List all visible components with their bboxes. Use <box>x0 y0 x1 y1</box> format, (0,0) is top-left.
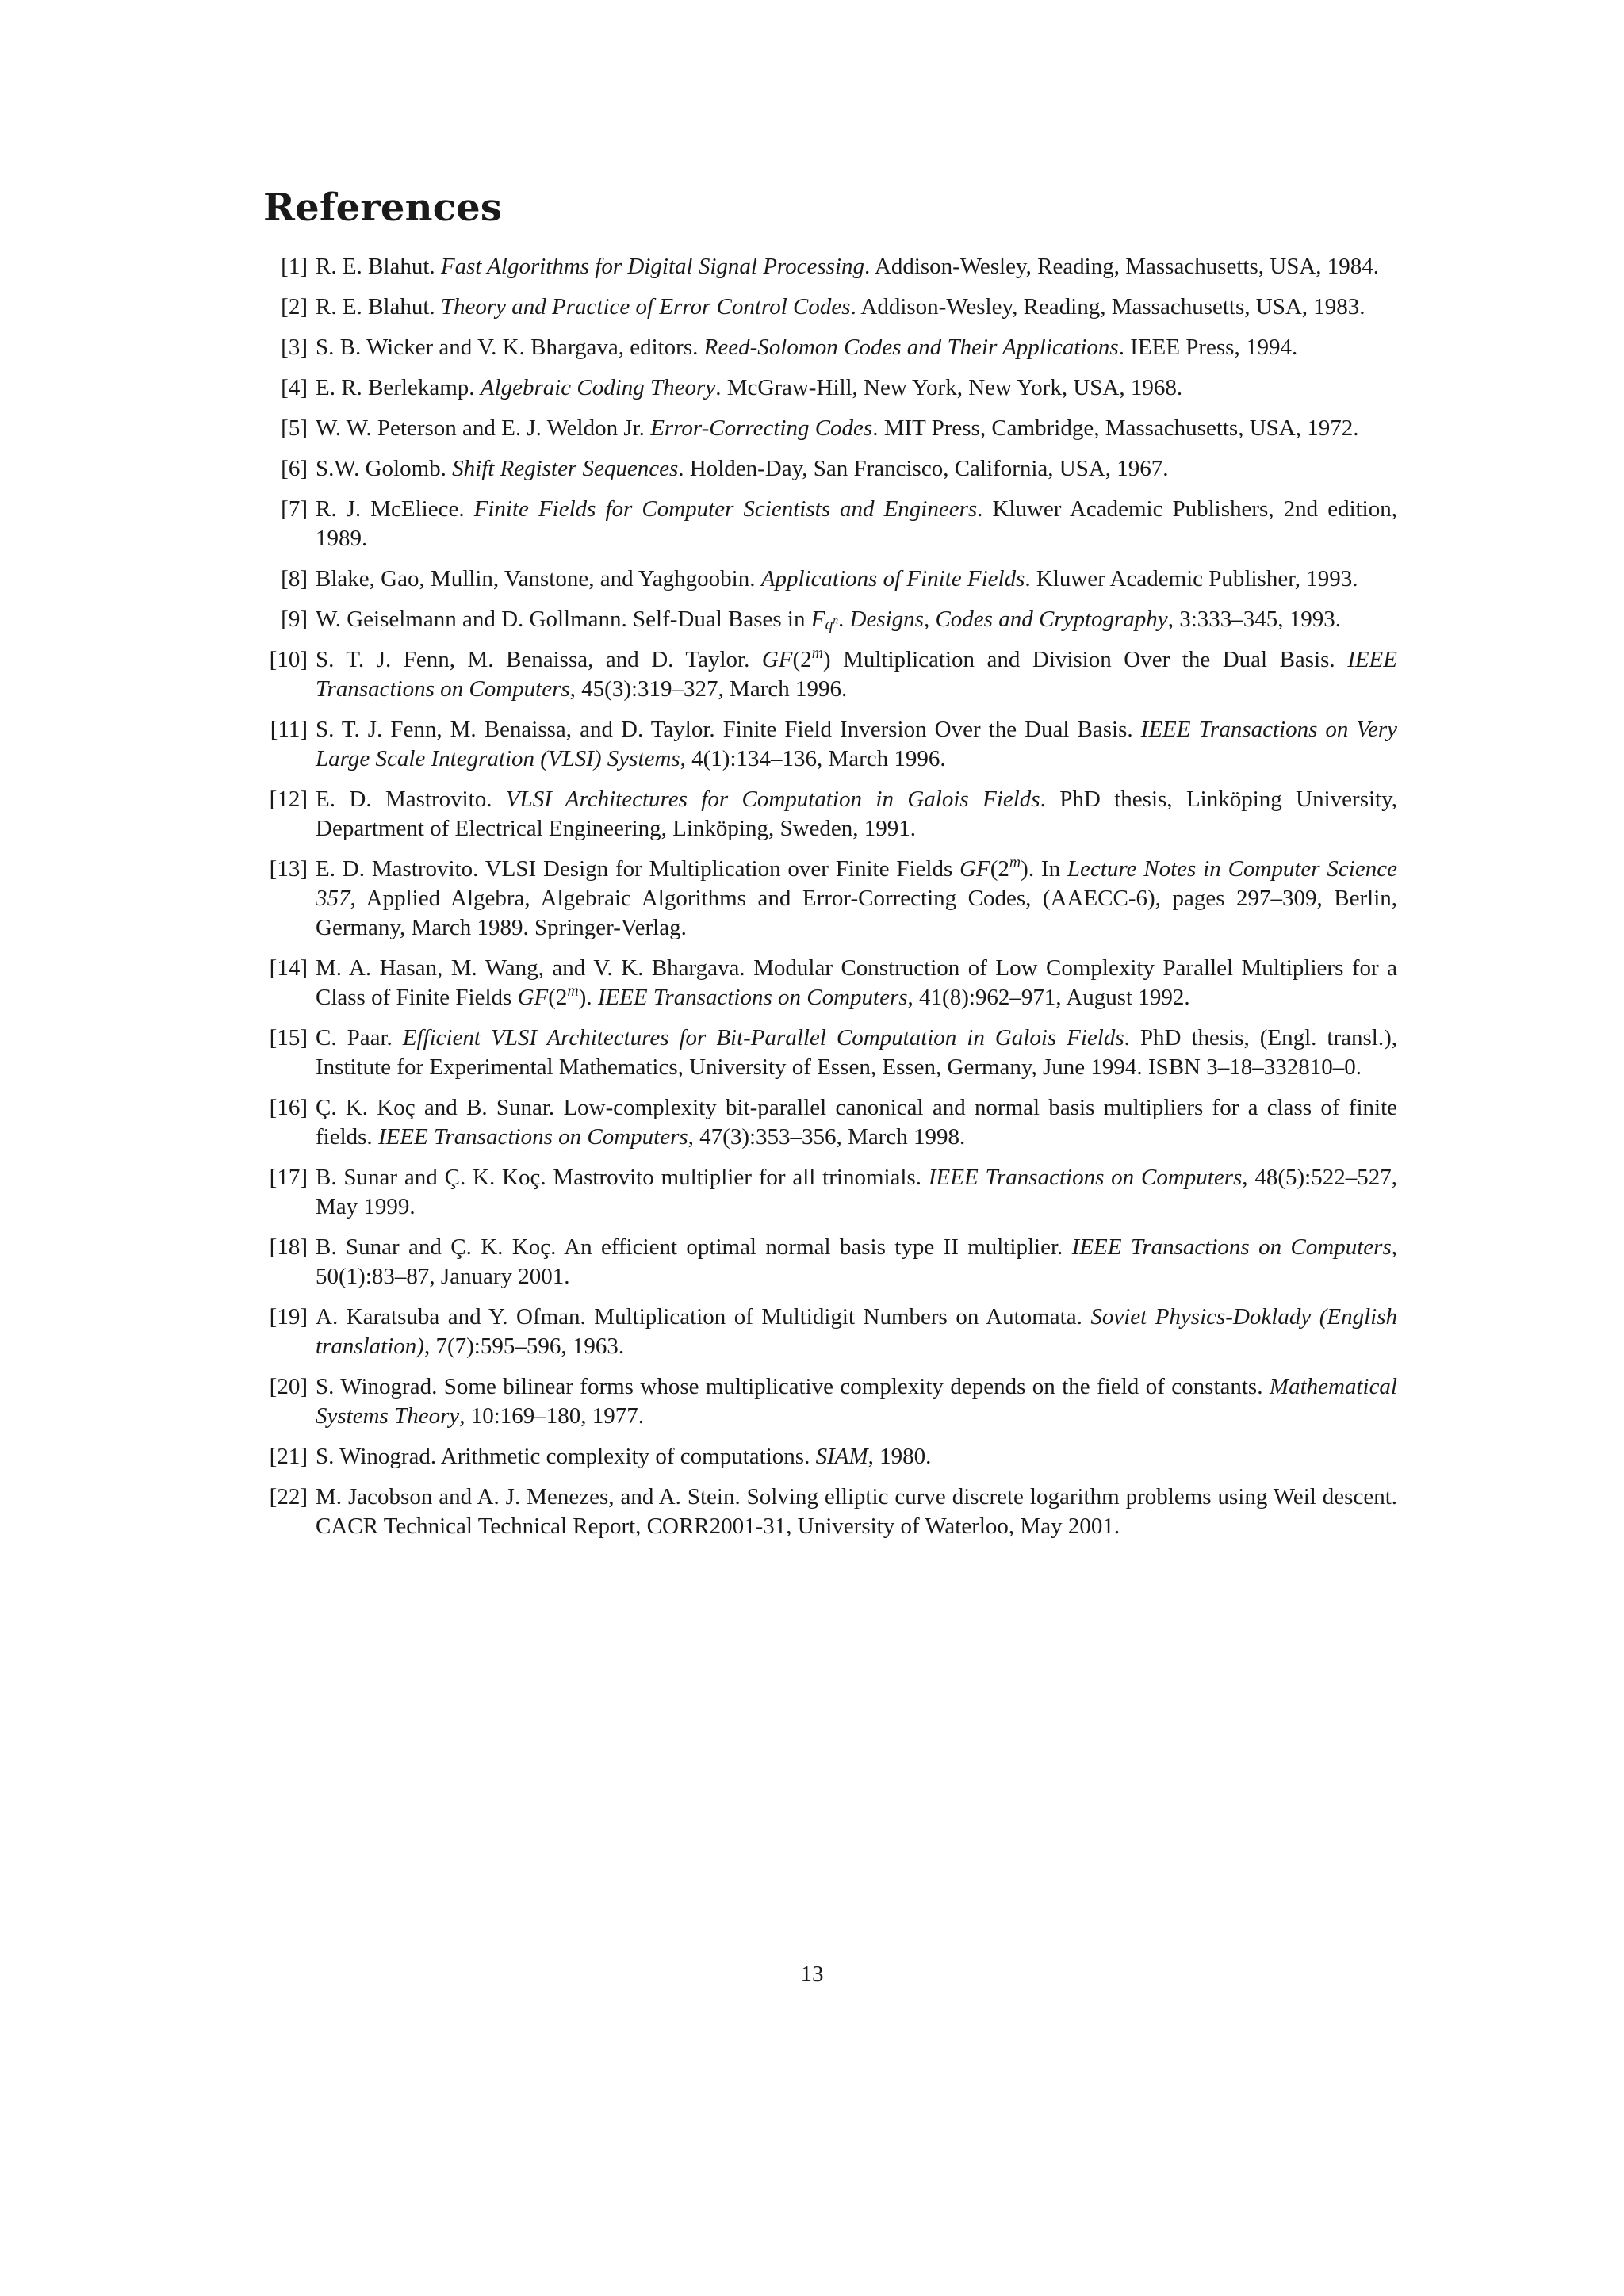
reference-text: S. T. J. Fenn, M. Benaissa, and D. Taylor. GF(2$^m$) Multiplication and Division Over the Dual Basis. IEEE Transactions on Computers, 45(3):319–327, March 1996. <box>316 645 1397 702</box>
reference-label: [15] <box>269 1025 308 1050</box>
reference-text: R. J. McEliece. Finite Fields for Computer Scientists and Engineers. Kluwer Academic Publishers, 2nd edition, 1989. <box>316 496 1397 551</box>
reference-label: [14] <box>269 955 308 981</box>
reference-label: [9] <box>281 607 308 632</box>
reference-label: [7] <box>281 496 308 522</box>
reference-item <box>263 605 1397 634</box>
reference-item <box>263 373 1397 403</box>
page-body <box>263 184 1397 1552</box>
reference-text: W. Geiselmann and D. Gollmann. Self-Dual Bases in $F_{q^n}$. Designs, Codes and Cryptography, 3:333–345, 1993. <box>316 607 1341 633</box>
reference-item <box>263 1483 1397 1541</box>
reference-text: B. Sunar and Ç. K. Koç. An efficient optimal normal basis type II multiplier. IEEE Transactions on Computers, 50(1):83–87, January 2001. <box>316 1234 1397 1289</box>
reference-label: [6] <box>281 456 308 481</box>
reference-item <box>263 495 1397 553</box>
reference-text: Ç. K. Koç and B. Sunar. Low-complexity bit-parallel canonical and normal basis multipliers for a class of finite fields. IEEE Transactions on Computers, 47(3):353–356, March 1998. <box>316 1095 1397 1150</box>
reference-label: [19] <box>269 1304 308 1330</box>
reference-item <box>263 1093 1397 1152</box>
reference-text: R. E. Blahut. Theory and Practice of Error Control Codes. Addison-Wesley, Reading, Massachusetts, USA, 1983. <box>316 294 1365 320</box>
reference-list <box>263 252 1397 1541</box>
reference-item <box>263 564 1397 594</box>
reference-item <box>263 1233 1397 1292</box>
reference-item <box>263 454 1397 484</box>
reference-label: [18] <box>269 1234 308 1260</box>
reference-item <box>263 1372 1397 1431</box>
reference-label: [3] <box>281 335 308 360</box>
reference-text: M. Jacobson and A. J. Menezes, and A. Stein. Solving elliptic curve discrete logarithm problems using Weil descent. CACR Technical Technical Report, CORR2001-31, University of Waterloo, May 2001. <box>316 1484 1397 1539</box>
page-number: 13 <box>800 1961 824 1987</box>
reference-label: [13] <box>269 856 308 882</box>
reference-text: W. W. Peterson and E. J. Weldon Jr. Error-Correcting Codes. MIT Press, Cambridge, Massachusetts, USA, 1972. <box>316 415 1359 441</box>
reference-item <box>263 1303 1397 1361</box>
reference-label: [17] <box>269 1165 308 1190</box>
reference-item <box>263 1163 1397 1222</box>
reference-label: [4] <box>281 375 308 400</box>
reference-text: S. Winograd. Some bilinear forms whose multiplicative complexity depends on the field of constants. Mathematical Systems Theory, 10:169–180, 1977. <box>316 1374 1397 1429</box>
reference-item <box>263 1442 1397 1471</box>
reference-item <box>263 333 1397 362</box>
reference-text: E. D. Mastrovito. VLSI Architectures for Computation in Galois Fields. PhD thesis, Linköping University, Department of Electrical Engineering, Linköping, Sweden, 1991. <box>316 786 1397 841</box>
reference-label: [5] <box>281 415 308 441</box>
reference-text: S.W. Golomb. Shift Register Sequences. Holden-Day, San Francisco, California, USA, 1967. <box>316 456 1169 481</box>
reference-item <box>263 293 1397 322</box>
reference-item <box>263 954 1397 1012</box>
reference-item <box>263 252 1397 281</box>
section-heading: References <box>263 186 503 230</box>
reference-label: [1] <box>281 254 308 279</box>
reference-label: [2] <box>281 294 308 320</box>
reference-text: E. D. Mastrovito. VLSI Design for Multiplication over Finite Fields GF(2$^m$). In Lecture Notes in Computer Science 357, Applied Algebra, Algebraic Algorithms and Error-Correcting Codes, (AAECC-6), pages 297–309, Berlin, Germany, March 1989. Springer-Verlag. <box>316 854 1397 940</box>
reference-text: A. Karatsuba and Y. Ofman. Multiplication of Multidigit Numbers on Automata. Soviet Physics-Doklady (English translation), 7(7):595–596, 1963. <box>316 1304 1397 1359</box>
reference-label: [10] <box>269 647 308 672</box>
reference-label: [16] <box>269 1095 308 1120</box>
reference-item <box>263 785 1397 844</box>
reference-label: [8] <box>281 566 308 591</box>
reference-item <box>263 715 1397 774</box>
reference-text: S. T. J. Fenn, M. Benaissa, and D. Taylor. Finite Field Inversion Over the Dual Basis. IEEE Transactions on Very Large Scale Integration (VLSI) Systems, 4(1):134–136, March 1996. <box>316 717 1398 771</box>
reference-item <box>263 645 1397 704</box>
reference-text: R. E. Blahut. Fast Algorithms for Digital Signal Processing. Addison-Wesley, Reading, Massachusetts, USA, 1984. <box>316 254 1380 279</box>
reference-text: S. Winograd. Arithmetic complexity of computations. SIAM, 1980. <box>316 1444 932 1469</box>
reference-label: [11] <box>270 717 308 742</box>
reference-text: S. B. Wicker and V. K. Bhargava, editors. Reed-Solomon Codes and Their Applications. IEEE Press, 1994. <box>316 335 1298 360</box>
reference-text: C. Paar. Efficient VLSI Architectures for Bit-Parallel Computation in Galois Fields. PhD thesis, (Engl. transl.), Institute for Experimental Mathematics, University of Essen, Essen, Germany, June 1994. ISBN 3–18–332810–0. <box>316 1025 1397 1080</box>
reference-item <box>263 414 1397 443</box>
reference-text: M. A. Hasan, M. Wang, and V. K. Bhargava. Modular Construction of Low Complexity Parallel Multipliers for a Class of Finite Fields GF(2$^m$). IEEE Transactions on Computers, 41(8):962–971, August 1992. <box>316 955 1397 1010</box>
reference-item <box>263 1024 1397 1082</box>
reference-text: Blake, Gao, Mullin, Vanstone, and Yaghgoobin. Applications of Finite Fields. Kluwer Academic Publisher, 1993. <box>316 566 1358 591</box>
reference-label: [12] <box>269 786 308 812</box>
reference-label: [20] <box>269 1374 308 1399</box>
reference-item <box>263 855 1397 943</box>
reference-text: E. R. Berlekamp. Algebraic Coding Theory. McGraw-Hill, New York, New York, USA, 1968. <box>316 375 1183 400</box>
reference-label: [22] <box>269 1484 308 1510</box>
reference-label: [21] <box>269 1444 308 1469</box>
reference-text: B. Sunar and Ç. K. Koç. Mastrovito multiplier for all trinomials. IEEE Transactions on Computers, 48(5):522–527, May 1999. <box>316 1165 1397 1219</box>
